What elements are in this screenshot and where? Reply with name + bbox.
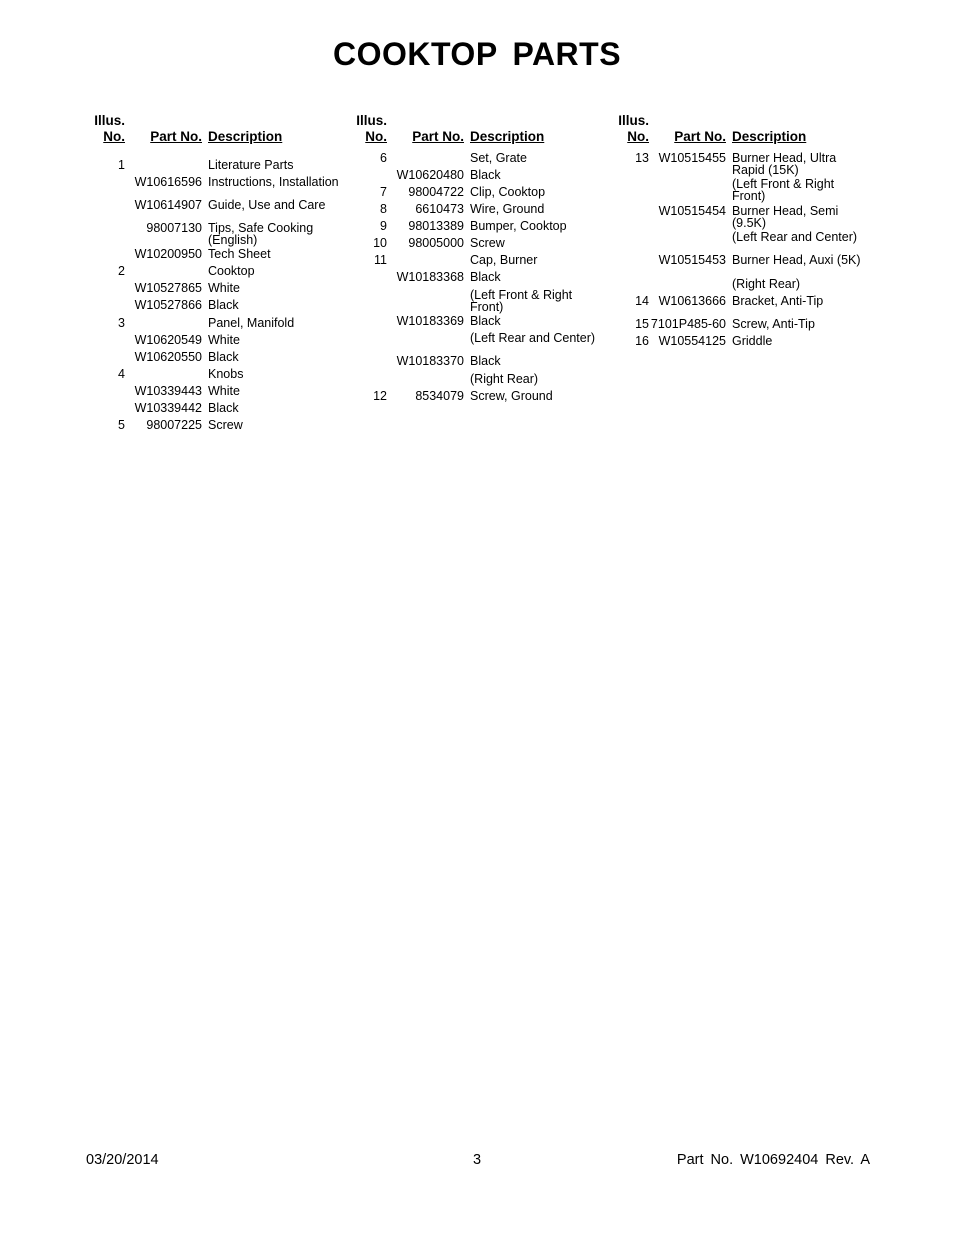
- illus-number: 15: [635, 317, 649, 331]
- part-number: 98007225: [146, 418, 202, 432]
- part-description: [208, 368, 243, 380]
- parts-column-3: [614, 113, 864, 348]
- description-line: Black: [208, 298, 239, 312]
- description-line: Bracket, Anti-Tip: [732, 294, 824, 308]
- part-description: [732, 335, 772, 347]
- description-line: (English): [208, 233, 258, 247]
- part-description: [732, 231, 857, 243]
- part-description: [732, 178, 834, 202]
- illus-number: 4: [118, 367, 125, 381]
- description-line: Front): [732, 189, 766, 203]
- description-line: Guide, Use and Care: [208, 198, 326, 212]
- description-line: Front): [470, 300, 504, 314]
- part-description: [470, 390, 553, 402]
- parts-column-2: [352, 113, 602, 403]
- illus-number: 7: [380, 185, 387, 199]
- header-part-no: Part No.: [150, 129, 202, 144]
- description-line: Cooktop: [208, 264, 255, 278]
- description-line: Black: [470, 168, 501, 182]
- column-header: [614, 113, 864, 147]
- column-header: [352, 113, 602, 147]
- part-description: [208, 222, 313, 246]
- part-number: W10613666: [658, 294, 726, 308]
- illus-number: 10: [373, 236, 387, 250]
- illus-number: 14: [635, 294, 649, 308]
- part-description: [470, 186, 545, 198]
- part-description: [208, 248, 271, 260]
- part-description: [470, 152, 527, 164]
- description-line: (Right Rear): [732, 277, 801, 291]
- header-illus-no: No.: [365, 129, 387, 144]
- part-number: W10527866: [134, 298, 202, 312]
- part-description: [208, 351, 239, 363]
- part-number: 98013389: [408, 219, 464, 233]
- illus-number: 16: [635, 334, 649, 348]
- part-number: W10527865: [134, 281, 202, 295]
- description-line: Knobs: [208, 367, 244, 381]
- part-number: W10183368: [396, 270, 464, 284]
- part-description: [208, 199, 325, 211]
- part-description: [208, 159, 293, 171]
- part-number: 98005000: [408, 236, 464, 250]
- header-illus-no: No.: [103, 129, 125, 144]
- part-number: 8534079: [415, 389, 464, 403]
- part-description: [732, 295, 823, 307]
- part-number: W10183369: [396, 314, 464, 328]
- illus-number: 2: [118, 264, 125, 278]
- part-number: W10515453: [658, 253, 726, 267]
- description-line: Screw, Ground: [470, 389, 553, 403]
- description-line: Literature Parts: [208, 158, 294, 172]
- part-description: [732, 278, 800, 290]
- footer-part-number: Part No. W10692404 Rev. A: [676, 1152, 870, 1168]
- part-description: [732, 152, 836, 176]
- header-illus-line1: Illus.: [94, 113, 125, 128]
- illus-number: 11: [374, 253, 387, 267]
- header-part-no: Part No.: [412, 129, 464, 144]
- part-description: [208, 299, 239, 311]
- description-line: White: [208, 384, 240, 398]
- description-line: Burner Head, Semi: [732, 204, 839, 218]
- column-header: [90, 113, 340, 147]
- part-description: [208, 176, 339, 188]
- description-line: Tips, Safe Cooking: [208, 221, 314, 235]
- description-line: Burner Head, Auxi (5K): [732, 253, 861, 267]
- description-line: Black: [208, 350, 239, 364]
- part-description: [208, 317, 294, 329]
- description-line: Burner Head, Ultra: [732, 151, 837, 165]
- part-description: [208, 402, 239, 414]
- footer-date: 03/20/2014: [86, 1152, 159, 1168]
- part-description: [470, 203, 544, 215]
- description-line: Clip, Cooktop: [470, 185, 546, 199]
- part-description: [208, 265, 255, 277]
- part-description: [470, 254, 537, 266]
- illus-number: 3: [118, 316, 125, 330]
- illus-number: 9: [380, 219, 387, 233]
- description-line: Screw: [208, 418, 243, 432]
- part-number: W10620550: [134, 350, 202, 364]
- description-line: (Right Rear): [470, 372, 539, 386]
- header-illus-line1: Illus.: [618, 113, 649, 128]
- part-description: [208, 282, 240, 294]
- part-number: 98004722: [408, 185, 464, 199]
- description-line: (Left Rear and Center): [470, 331, 596, 345]
- header-description: Description: [208, 129, 283, 144]
- description-line: Wire, Ground: [470, 202, 545, 216]
- description-line: Instructions, Installation: [208, 175, 339, 189]
- description-line: Tech Sheet: [208, 247, 271, 261]
- part-description: [732, 318, 815, 330]
- description-line: (9.5K): [732, 216, 767, 230]
- illus-number: 8: [380, 202, 387, 216]
- part-description: [470, 169, 501, 181]
- part-number: W10339442: [134, 401, 202, 415]
- description-line: Griddle: [732, 334, 773, 348]
- description-line: (Left Rear and Center): [732, 230, 858, 244]
- description-line: Bumper, Cooktop: [470, 219, 567, 233]
- part-description: [208, 385, 240, 397]
- description-line: (Left Front & Right: [470, 288, 573, 302]
- header-illus-line1: Illus.: [356, 113, 387, 128]
- parts-column-1: [90, 113, 340, 432]
- header-description: Description: [470, 129, 545, 144]
- description-line: Black: [470, 314, 501, 328]
- illus-number: 5: [118, 418, 125, 432]
- page-title: COOKTOP PARTS: [332, 36, 622, 72]
- part-number: W10620549: [134, 333, 202, 347]
- header-part-no: Part No.: [674, 129, 726, 144]
- description-line: Black: [470, 270, 501, 284]
- part-description: [732, 254, 861, 266]
- part-number: 98007130: [146, 221, 202, 235]
- footer-page-number: 3: [472, 1152, 482, 1168]
- part-number: W10620480: [396, 168, 464, 182]
- part-description: [470, 289, 572, 313]
- header-illus-no: No.: [627, 129, 649, 144]
- part-number: W10515454: [658, 204, 726, 218]
- part-number: W10515455: [658, 151, 726, 165]
- part-description: [208, 334, 240, 346]
- description-line: Rapid (15K): [732, 163, 799, 177]
- part-description: [470, 237, 505, 249]
- part-description: [470, 332, 595, 344]
- illus-number: 12: [373, 389, 387, 403]
- description-line: Black: [208, 401, 239, 415]
- part-description: [470, 355, 501, 367]
- illus-number: 13: [635, 151, 649, 165]
- description-line: Panel, Manifold: [208, 316, 295, 330]
- part-number: W10200950: [134, 247, 202, 261]
- part-description: [470, 220, 567, 232]
- part-number: W10183370: [396, 354, 464, 368]
- description-line: (Left Front & Right: [732, 177, 835, 191]
- part-number: W10614907: [134, 198, 202, 212]
- part-description: [470, 373, 538, 385]
- illus-number: 6: [380, 151, 387, 165]
- part-description: [208, 419, 243, 431]
- description-line: Set, Grate: [470, 151, 527, 165]
- header-description: Description: [732, 129, 807, 144]
- description-line: White: [208, 281, 240, 295]
- description-line: Screw, Anti-Tip: [732, 317, 815, 331]
- description-line: Black: [470, 354, 501, 368]
- part-description: [732, 205, 838, 229]
- part-number: W10339443: [134, 384, 202, 398]
- part-number: W10554125: [658, 334, 726, 348]
- part-description: [470, 315, 501, 327]
- part-number: 6610473: [415, 202, 464, 216]
- part-number: W10616596: [134, 175, 202, 189]
- description-line: Cap, Burner: [470, 253, 538, 267]
- illus-number: 1: [118, 158, 125, 172]
- description-line: Screw: [470, 236, 505, 250]
- part-number: 7101P485-60: [650, 317, 726, 331]
- description-line: White: [208, 333, 240, 347]
- part-description: [470, 271, 501, 283]
